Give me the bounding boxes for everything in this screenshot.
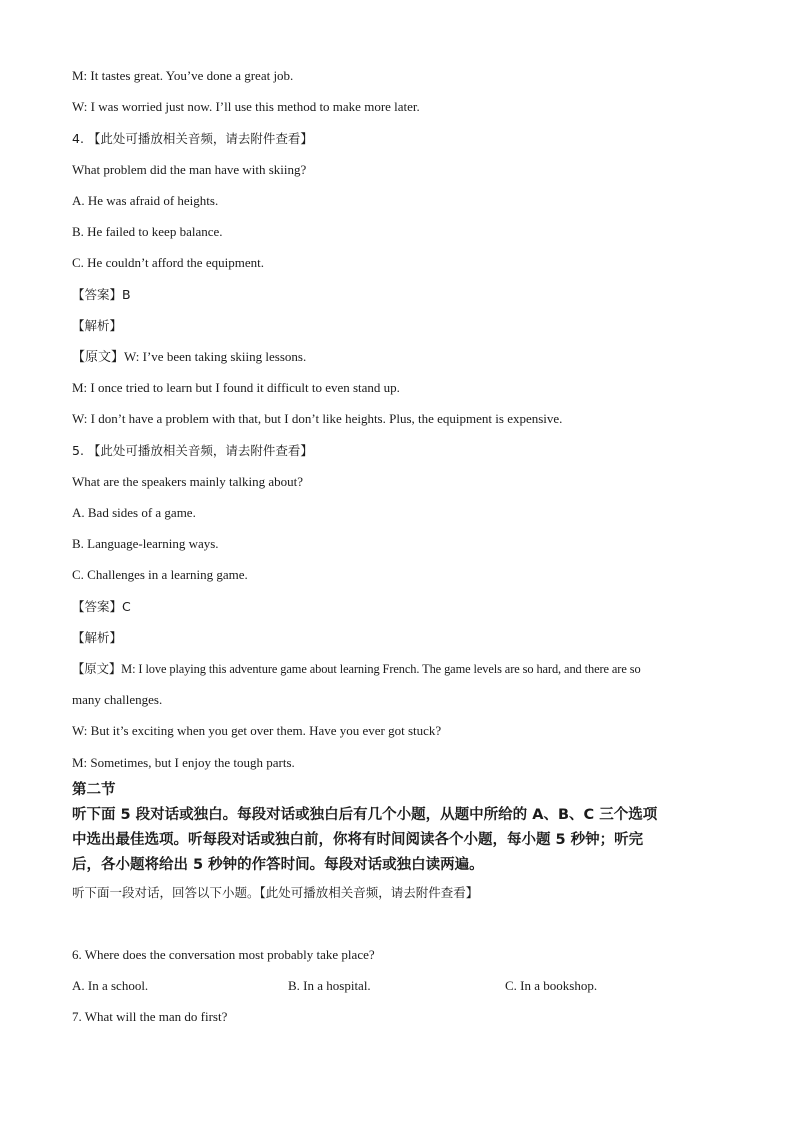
section-2-instructions: 后，各小题将给出 5 秒钟的作答时间。每段对话或独白读两遍。: [72, 857, 484, 873]
question-4-analysis-label: 【解析】: [72, 318, 123, 333]
question-5-transcript-line: W: But it’s exciting when you get over them. Have you ever got stuck?: [72, 723, 442, 738]
question-6-text: 6. Where does the conversation most probably take place?: [72, 947, 375, 962]
question-5-option-c: C. Challenges in a learning game.: [72, 567, 248, 582]
question-7-text: 7. What will the man do first?: [72, 1009, 228, 1024]
question-4-transcript-line: M: I once tried to learn but I found it difficult to even stand up.: [72, 380, 400, 395]
question-4-heading: 4. 【此处可播放相关音频，请去附件查看】: [72, 131, 313, 146]
section-2-title: 第二节: [72, 782, 116, 798]
question-5-heading: 5. 【此处可播放相关音频，请去附件查看】: [72, 443, 313, 458]
section-2-instructions: 听下面 5 段对话或独白。每段对话或独白后有几个小题，从题中所给的 A、B、C 三个选项: [72, 807, 658, 823]
question-5-option-a: A. Bad sides of a game.: [72, 505, 196, 520]
question-5-transcript-line: 【原文】M: I love playing this adventure game about learning French. The game levels are so hard, and there are so: [72, 662, 641, 676]
question-6-option-b: B. In a hospital.: [288, 978, 371, 993]
question-5-analysis-label: 【解析】: [72, 630, 123, 645]
question-4-transcript-line: 【原文】W: I’ve been taking skiing lessons.: [72, 349, 307, 364]
question-4-text: What problem did the man have with skiing?: [72, 162, 307, 177]
dialogue-line: M: It tastes great. You’ve done a great job.: [72, 68, 294, 83]
question-4-option-b: B. He failed to keep balance.: [72, 224, 223, 239]
dialogue-line: W: I was worried just now. I’ll use this method to make more later.: [72, 99, 420, 114]
question-4-answer: 【答案】B: [72, 287, 131, 302]
question-6-option-c: C. In a bookshop.: [505, 978, 598, 993]
question-5-transcript-line: many challenges.: [72, 692, 163, 707]
question-4-transcript-line: W: I don’t have a problem with that, but I don’t like heights. Plus, the equipment is expensive.: [72, 411, 563, 426]
question-4-option-c: C. He couldn’t afford the equipment.: [72, 255, 264, 270]
question-5-answer: 【答案】C: [72, 599, 131, 614]
section-2-listening-note: 听下面一段对话，回答以下小题。【此处可播放相关音频，请去附件查看】: [72, 885, 479, 900]
question-5-transcript-line: M: Sometimes, but I enjoy the tough parts.: [72, 755, 295, 770]
question-5-option-b: B. Language-learning ways.: [72, 536, 219, 551]
question-4-option-a: A. He was afraid of heights.: [72, 193, 219, 208]
question-6-option-a: A. In a school.: [72, 978, 149, 993]
section-2-instructions: 中选出最佳选项。听每段对话或独白前，你将有时间阅读各个小题，每小题 5 秒钟；听完: [72, 832, 644, 848]
question-5-text: What are the speakers mainly talking about?: [72, 474, 304, 489]
